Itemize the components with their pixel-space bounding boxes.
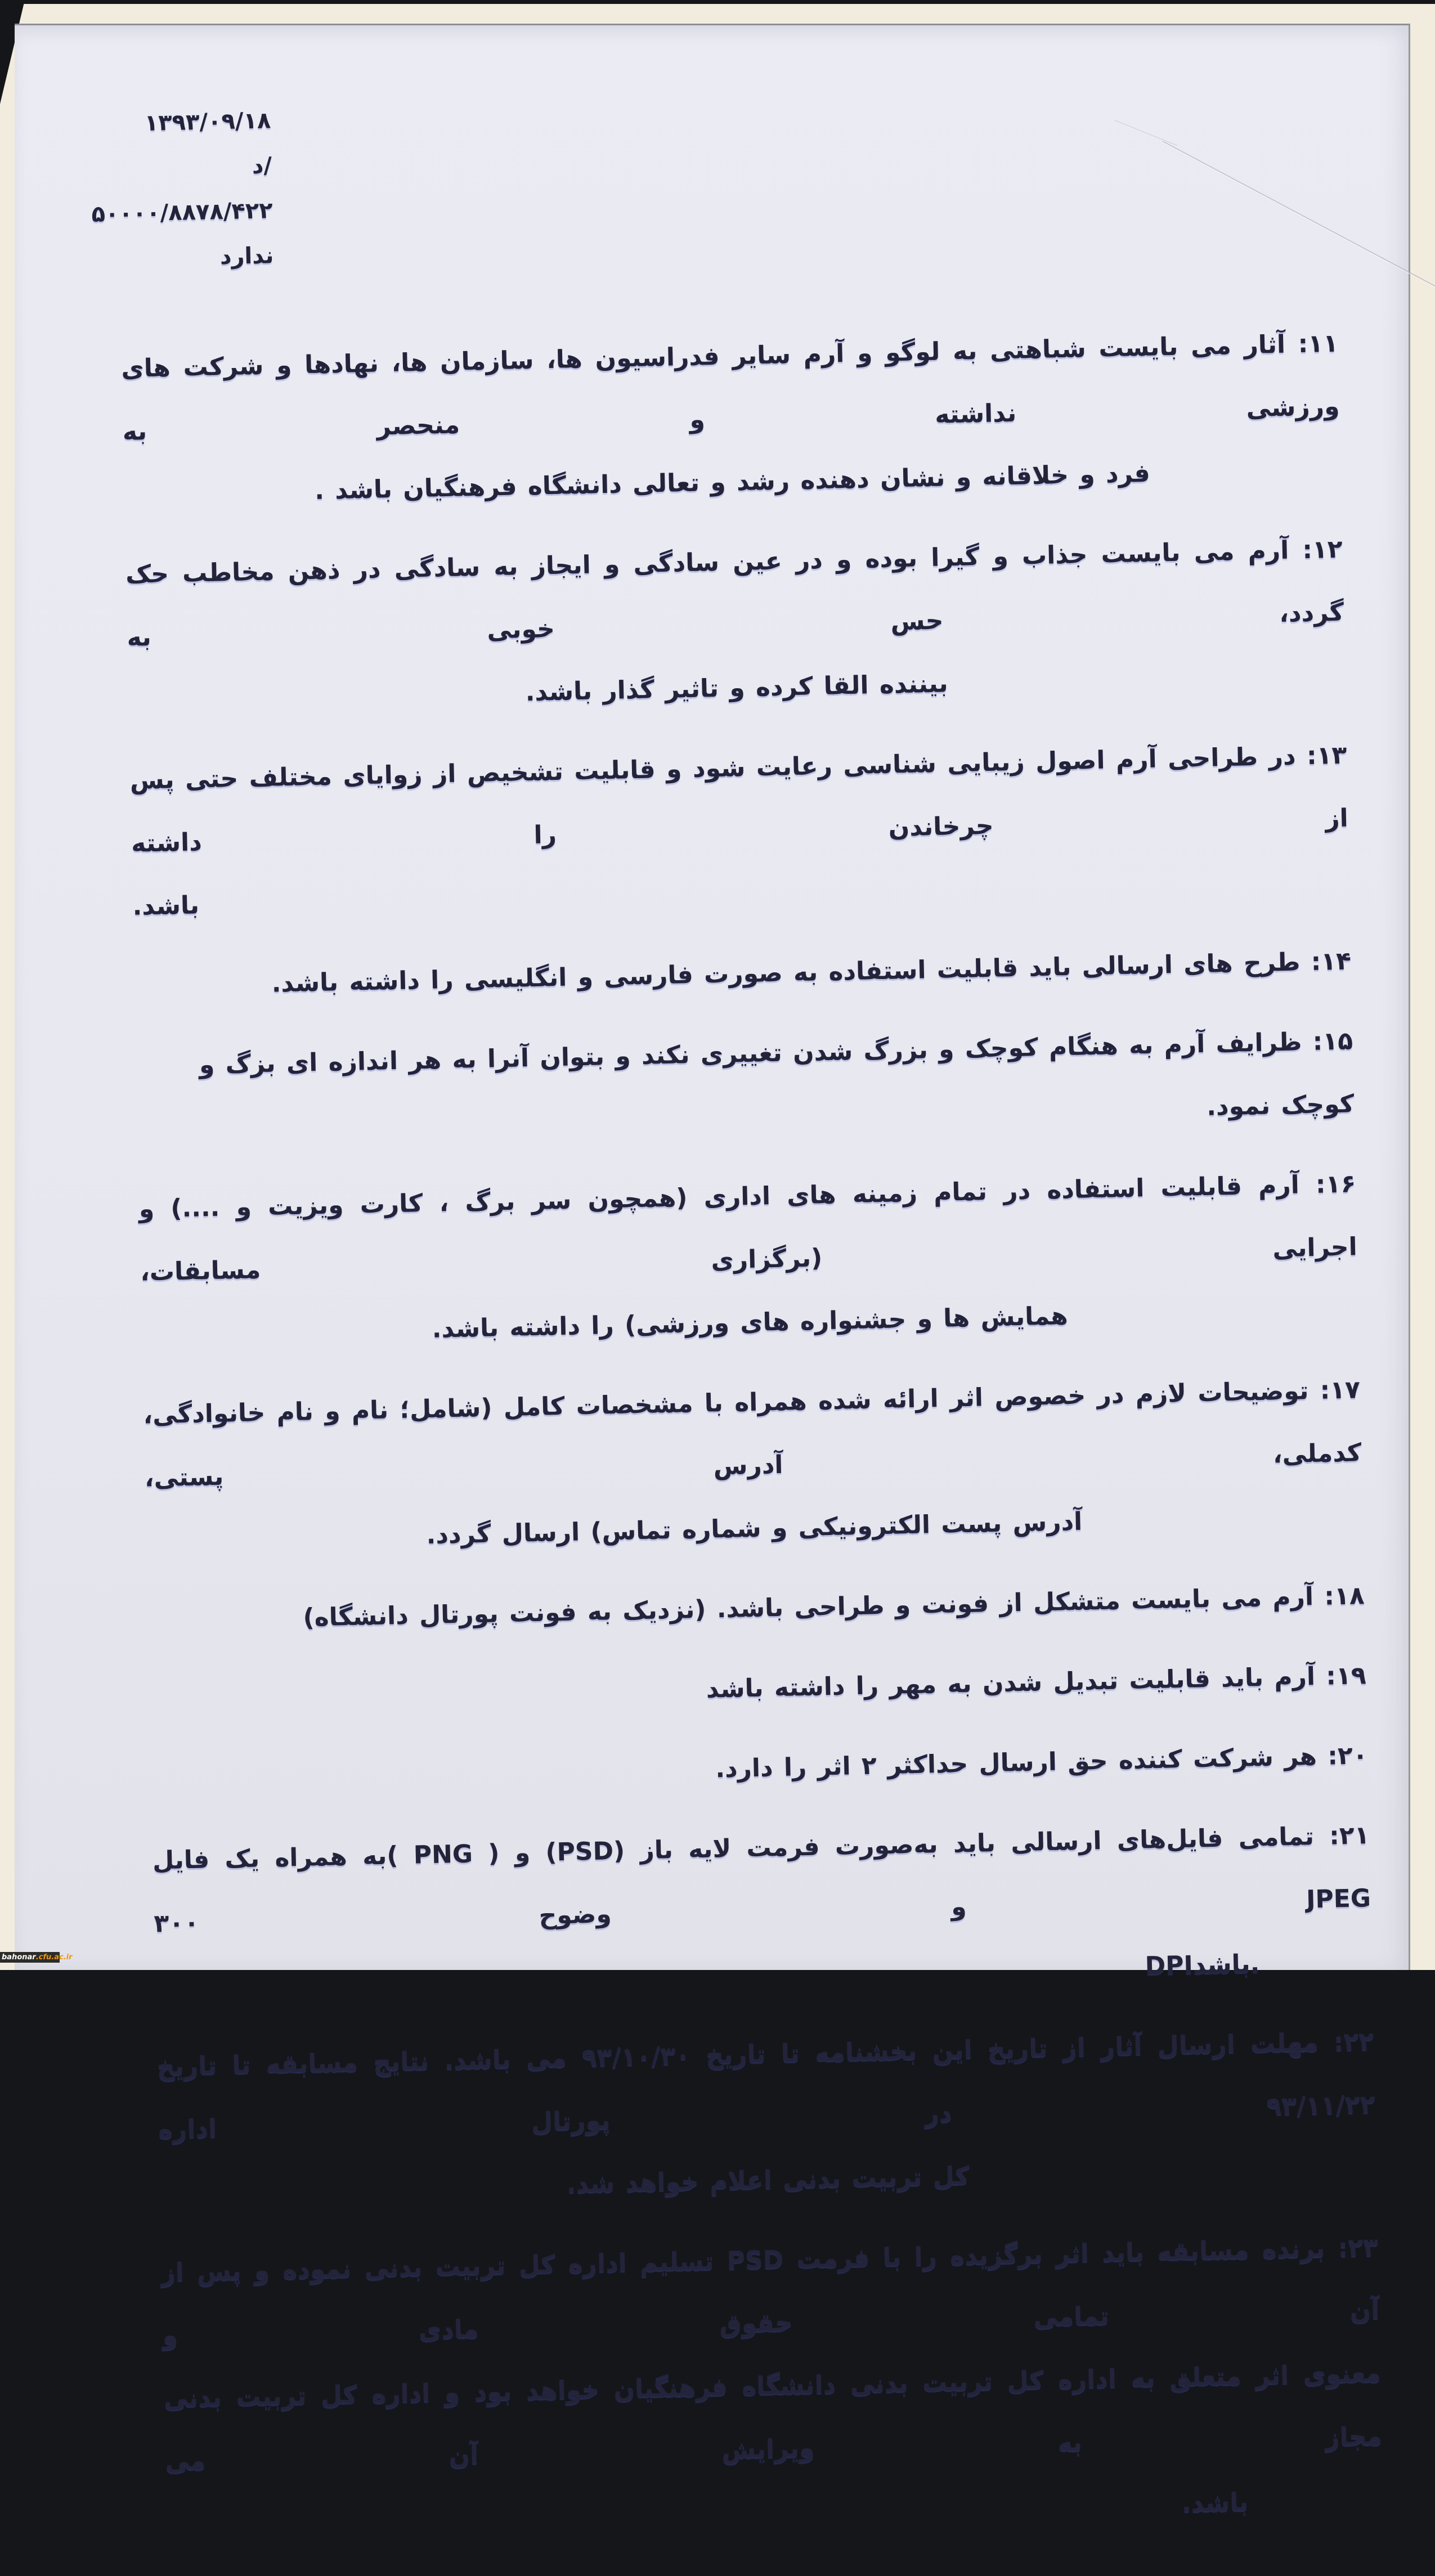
rule-14-line-1: ۱۴: طرح های ارسالی باید قابلیت استفاده به صورت فارسی و انگلیسی را داشته باشد. (271, 946, 1352, 998)
watermark-site-domain: .cfu.ac.ir (35, 1953, 73, 1962)
rule-13-line-2: باشد. (132, 891, 200, 921)
rule-21-line-1: ۲۱: تمامی فایل‌های ارسالی باید به‌صورت فرمت لایه باز (PSD) و ( PNG )به همراه یک فایل JPEG و وضوح ۳۰۰ (152, 1821, 1371, 1938)
rule-17 (142, 1358, 1364, 1573)
rule-18-line-1: ۱۸: آرم می بایست متشکل از فونت و طراحی باشد. (نزدیک به فونت پورتال دانشگاه) (303, 1581, 1365, 1632)
rule-23-line-3: باشد. (1181, 2487, 1249, 2518)
rule-12 (125, 518, 1346, 733)
rule-20-line-1: ۲۰: هر شرکت کننده حق ارسال حداکثر ۲ اثر را دارد. (715, 1741, 1369, 1784)
rule-21 (152, 1804, 1373, 2018)
rule-22 (156, 2010, 1378, 2224)
rule-12-line-2: بیننده القا کرده و تاثیر گذار باشد. (525, 669, 949, 707)
rule-20 (150, 1724, 1369, 1812)
rule-15-line-1: ۱۵: ظرایف آرم به هنگام کوچک و بزرگ شدن تغییری نکند و بتوان آنرا به هر اندازه ای بزگ و کوچک نمود. (199, 1026, 1355, 1121)
rule-22-line-2: کل تربیت بدنی اعلام خواهد شد. (566, 2161, 970, 2199)
rule-17-line-1: ۱۷: توضیحات لازم در خصوص اثر ارائه شده همراه با مشخصات کامل (شامل؛ نام و نام خانوادگی، کدملی، آدرس پستی، (142, 1375, 1362, 1493)
rule-22-line-1: ۲۲: مهلت ارسال آثار از تاریخ این بخشنامه تا تاریخ ۹۳/۱۰/۳۰ می باشد. نتایج مسابقه تا تاریخ ۹۳/۱۱/۲۲ در پورتال اداره (156, 2027, 1376, 2144)
rule-21-line-2: DPIباشد. (1145, 1949, 1260, 1981)
rule-23-line-2: معنوی اثر متعلق به اداره کل تربیت بدنی دانشگاه فرهنگیان خواهد بود و اداره کل تربیت بدنی مجاز به ویرایش آن می (163, 2358, 1383, 2476)
rule-19 (149, 1644, 1367, 1733)
rule-18 (147, 1564, 1365, 1653)
letterhead-ref-number: د/۵۰۰۰۰/۸۸۷۸/۴۲۲ (91, 152, 273, 228)
rule-23-line-1: ۲۳: برنده مسابقه باید اثر برگزیده را با فرمت PSD تسلیم اداره کل تربیت بدنی نموده و پس از آن تمامی حقوق مادی و (160, 2232, 1380, 2350)
rule-19-line-1: ۱۹: آرم باید قابلیت تبدیل شدن به مهر را داشته باشد (706, 1661, 1367, 1704)
rule-11 (120, 312, 1342, 527)
rule-11-line-1: ۱۱: آثار می بایست شباهتی به لوگو و آرم سایر فدراسیون ها، سازمان ها، نهادها و شرکت های ورزشی نداشته و منحصر به (120, 329, 1340, 446)
rule-12-line-1: ۱۲: آرم می بایست جذاب و گیرا بوده و در عین سادگی و ایجاز به سادگی در ذهن مخاطب حک گردد، حس خوبی به (125, 535, 1344, 652)
rule-16-line-2: همایش ها و جشنواره های ورزشی) را داشته باشد. (432, 1302, 1069, 1344)
rule-13-line-1: ۱۳: در طراحی آرم اصول زیبایی شناسی رعایت شود و قابلیت تشخیص از زوایای مختلف حتی پس از چرخاندن را داشته (129, 741, 1349, 858)
rule-15 (135, 1009, 1355, 1161)
rule-13 (129, 724, 1351, 939)
letterhead-attachment-status: ندارد (219, 243, 274, 270)
rule-16-line-1: ۱۶: آرم قابلیت استفاده در تمام زمینه های اداری (همچون سر برگ ، کارت ویزیت و ....) و اجرایی (برگزاری مسابقات، (138, 1169, 1358, 1287)
rule-23 (160, 2216, 1384, 2556)
rules-list (120, 312, 1384, 2573)
watermark-site-name: bahonar (2, 1953, 36, 1962)
letterhead-date: ۱۳۹۳/۰۹/۱۸ (144, 107, 271, 137)
rule-11-line-2: فرد و خلاقانه و نشان دهنده رشد و تعالی دانشگاه فرهنگیان باشد . (314, 459, 1151, 505)
rule-14 (133, 930, 1352, 1018)
site-watermark (0, 1952, 73, 1963)
rule-17-line-2: آدرس پست الکترونیکی و شماره تماس) ارسال گردد. (426, 1507, 1083, 1550)
rule-16 (138, 1152, 1360, 1367)
letterhead-block (79, 98, 275, 282)
